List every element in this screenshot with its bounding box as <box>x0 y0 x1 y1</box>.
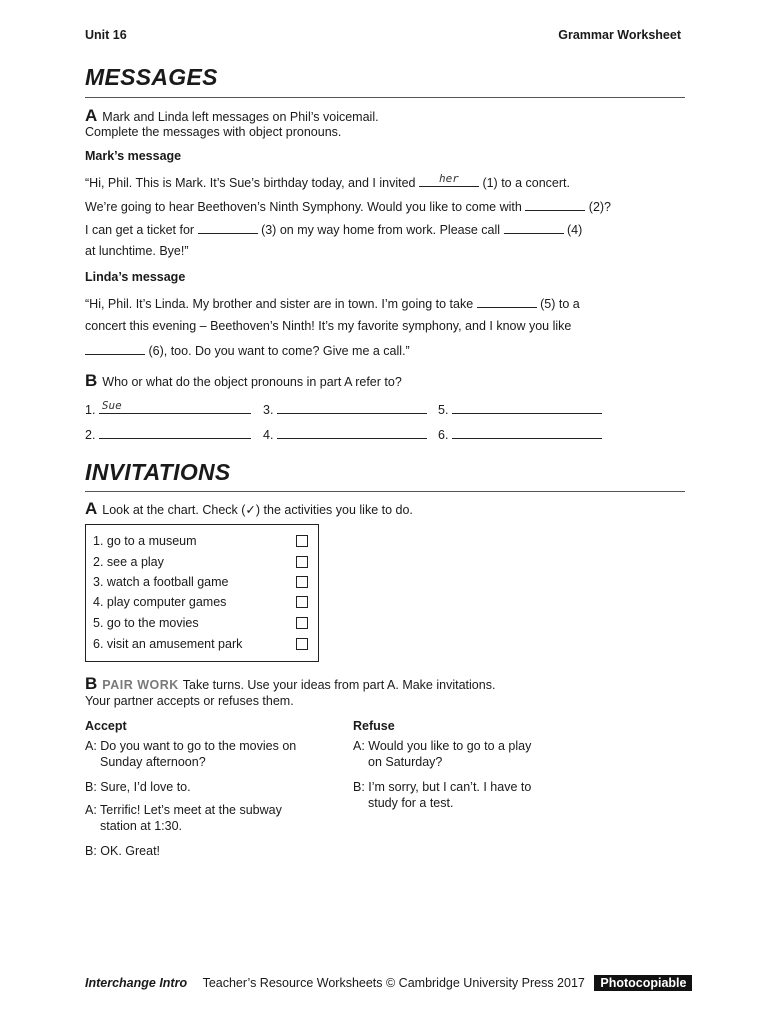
dialogue-text: study for a test. <box>368 796 454 810</box>
answer-number: 1. <box>85 403 96 417</box>
section-divider <box>85 97 685 98</box>
activity-checkbox[interactable] <box>296 596 308 608</box>
instruction-text: Look at the chart. Check (✓) the activities you like to do. <box>102 503 413 517</box>
dialogue-text: A: Terrific! Let’s meet at the subway <box>85 803 282 817</box>
dialogue-text: Sunday afternoon? <box>100 755 206 769</box>
text: (4) <box>567 223 583 237</box>
text: (6), too. Do you want to come? Give me a call.” <box>148 344 410 358</box>
answer-field[interactable] <box>99 401 251 414</box>
answer-3 <box>263 401 427 417</box>
linda-line-3 <box>85 342 410 358</box>
activities-chart <box>85 524 319 662</box>
part-letter: B <box>85 371 98 390</box>
activity-checkbox[interactable] <box>296 576 308 588</box>
blank-2[interactable] <box>525 198 585 211</box>
activity-checkbox[interactable] <box>296 535 308 547</box>
section-title-messages: MESSAGES <box>85 64 218 90</box>
photocopiable-badge: Photocopiable <box>594 975 692 991</box>
linda-line-2: concert this evening – Beethoven’s Ninth! It’s my favorite symphony, and I know you like <box>85 319 572 333</box>
worksheet-type: Grammar Worksheet <box>558 28 681 42</box>
answer-number: 3. <box>263 403 274 417</box>
mark-line-4: at lunchtime. Bye!” <box>85 244 189 258</box>
unit-label: Unit 16 <box>85 28 127 42</box>
part-letter: B <box>85 674 98 693</box>
text: (1) to a concert. <box>482 176 570 190</box>
activity-label: 4. play computer games <box>93 595 227 609</box>
refuse-heading: Refuse <box>353 719 395 733</box>
mark-line-3 <box>85 221 582 237</box>
dialogue-text: B: Sure, I’d love to. <box>85 780 191 794</box>
linda-line-1 <box>85 295 580 311</box>
messages-partA-instruction <box>85 106 379 126</box>
accept-line-1 <box>85 738 345 770</box>
answer-5 <box>438 401 602 417</box>
text: “Hi, Phil. It’s Linda. My brother and sister are in town. I’m going to take <box>85 297 474 311</box>
answer-number: 5. <box>438 403 449 417</box>
blank-1[interactable] <box>419 174 479 187</box>
activity-checkbox[interactable] <box>296 617 308 629</box>
accept-line-4 <box>85 843 345 859</box>
refuse-line-2 <box>353 779 613 811</box>
messages-partB-instruction <box>85 371 402 391</box>
invitations-partB-instruction2: Your partner accepts or refuses them. <box>85 694 294 708</box>
accept-line-2 <box>85 779 345 795</box>
footer-brand: Interchange Intro <box>85 976 188 990</box>
instruction-text: Who or what do the object pronouns in part A refer to? <box>102 375 402 389</box>
answer-number: 2. <box>85 428 96 442</box>
activity-label: 5. go to the movies <box>93 616 199 630</box>
answer-number: 4. <box>263 428 274 442</box>
blank-6[interactable] <box>85 342 145 355</box>
mark-message-heading: Mark’s message <box>85 149 182 163</box>
footer-credit: Teacher’s Resource Worksheets © Cambridge University Press 2017 <box>202 976 585 990</box>
activity-label: 1. go to a museum <box>93 534 197 548</box>
text: I can get a ticket for <box>85 223 195 237</box>
accept-line-3 <box>85 802 345 834</box>
invitations-partA-instruction <box>85 499 413 519</box>
refuse-line-1 <box>353 738 613 770</box>
answer-field[interactable] <box>452 401 602 414</box>
answer-6 <box>438 426 602 442</box>
activity-label: 6. visit an amusement park <box>93 637 243 651</box>
answer-field[interactable] <box>452 426 602 439</box>
answer-field[interactable] <box>277 401 427 414</box>
part-letter: A <box>85 499 98 518</box>
mark-line-1 <box>85 174 570 190</box>
answer-1 <box>85 401 251 417</box>
activity-label: 3. watch a football game <box>93 575 229 589</box>
dialogue-text: on Saturday? <box>368 755 443 769</box>
blank-4[interactable] <box>504 221 564 234</box>
dialogue-text: station at 1:30. <box>100 819 183 833</box>
text: (5) to a <box>540 297 580 311</box>
footer <box>85 976 692 990</box>
linda-message-heading: Linda’s message <box>85 270 186 284</box>
blank-3[interactable] <box>198 221 258 234</box>
instruction-text: Mark and Linda left messages on Phil’s voicemail. <box>102 110 379 124</box>
answer-field[interactable] <box>277 426 427 439</box>
answer-number: 6. <box>438 428 449 442</box>
activity-checkbox[interactable] <box>296 556 308 568</box>
invitations-partB-instruction <box>85 674 495 694</box>
answer-4 <box>263 426 427 442</box>
text: “Hi, Phil. This is Mark. It’s Sue’s birthday today, and I invited <box>85 176 416 190</box>
pair-work-label: PAIR WORK <box>102 678 179 692</box>
section-title-invitations: INVITATIONS <box>85 459 231 485</box>
answer-handwriting: her <box>439 172 459 185</box>
dialogue-text: B: OK. Great! <box>85 844 161 858</box>
activity-checkbox[interactable] <box>296 638 308 650</box>
text: (3) on my way home from work. Please call <box>261 223 501 237</box>
messages-partA-instruction2: Complete the messages with object pronouns. <box>85 125 342 139</box>
text: (2)? <box>588 200 612 214</box>
part-letter: A <box>85 106 98 125</box>
section-divider <box>85 491 685 492</box>
activity-label: 2. see a play <box>93 555 164 569</box>
dialogue-text: A: Do you want to go to the movies on <box>85 739 297 753</box>
mark-line-2 <box>85 198 611 214</box>
answer-2 <box>85 426 251 442</box>
dialogue-text: B: I’m sorry, but I can’t. I have to <box>353 780 532 794</box>
answer-field[interactable] <box>99 426 251 439</box>
answer-handwriting: Sue <box>101 399 122 412</box>
blank-5[interactable] <box>477 295 537 308</box>
text: We’re going to hear Beethoven’s Ninth Symphony. Would you like to come with <box>85 200 522 214</box>
dialogue-text: A: Would you like to go to a play <box>353 739 532 753</box>
instruction-text: Take turns. Use your ideas from part A. Make invitations. <box>182 678 496 692</box>
accept-heading: Accept <box>85 719 127 733</box>
